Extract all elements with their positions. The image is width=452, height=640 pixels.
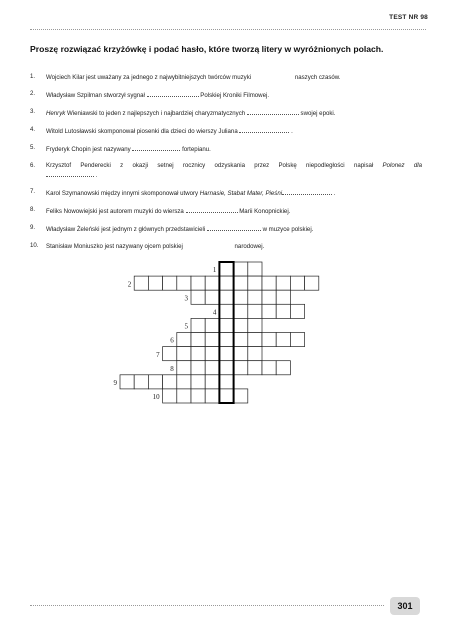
clue-number: 3	[184, 294, 188, 303]
question-list	[30, 73, 422, 251]
crossword-cell[interactable]	[248, 361, 262, 375]
question-4: 4. Witold Lutosławski skomponował piosenki dla dzieci do wierszy Juliana .	[30, 126, 293, 135]
clue-number: 2	[127, 280, 132, 289]
crossword-cell[interactable]	[262, 276, 276, 290]
top-dotted-rule	[30, 29, 426, 30]
crossword-cell[interactable]	[163, 389, 177, 403]
crossword-key-cell[interactable]	[219, 318, 233, 332]
crossword-cell[interactable]	[248, 347, 262, 361]
clue-number: 10	[152, 393, 160, 402]
test-label: TEST NR 98	[389, 14, 428, 21]
question-1: 1. Wojciech Kilar jest uważany za jednego z najwybitniejszych twórców muzyki naszych czasów.	[30, 73, 341, 81]
crossword-cell[interactable]	[262, 333, 276, 347]
crossword-cell[interactable]	[276, 276, 290, 290]
crossword-key-cell[interactable]	[219, 290, 233, 304]
crossword-cell[interactable]	[177, 333, 191, 347]
crossword-cell[interactable]	[205, 375, 219, 389]
crossword-cell[interactable]	[205, 276, 219, 290]
crossword-key-cell[interactable]	[219, 375, 233, 389]
crossword-key-cell[interactable]	[219, 262, 233, 276]
crossword-cell[interactable]	[163, 375, 177, 389]
crossword-cell[interactable]	[234, 347, 248, 361]
crossword-key-cell[interactable]	[219, 361, 233, 375]
crossword-cell[interactable]	[177, 375, 191, 389]
clue-number: 6	[170, 336, 174, 345]
crossword-cell[interactable]	[163, 276, 177, 290]
crossword-cell[interactable]	[148, 276, 162, 290]
crossword-key-cell[interactable]	[219, 304, 233, 318]
clue-number: 1	[212, 266, 217, 275]
question-9: 9. Władysław Żeleński jest jednym z głównych przedstawicieli w muzyce polskiej.	[30, 224, 314, 233]
crossword-cell[interactable]	[205, 361, 219, 375]
crossword-cell[interactable]	[148, 375, 162, 389]
task-title: Proszę rozwiązać krzyżówkę i podać hasło, które tworzą litery w wyróżnionych polach.	[30, 44, 384, 54]
question-6: 6. Krzysztof Penderecki z okazji setnej rocznicy odzyskania przez Polskę niepodległości napisał Polonez dla .	[30, 162, 422, 179]
crossword-cell[interactable]	[191, 375, 205, 389]
crossword-cell[interactable]	[276, 361, 290, 375]
question-8: 8. Feliks Nowowiejski jest autorem muzyki do wiersza Marii Konopnickiej.	[30, 206, 291, 215]
crossword-cell[interactable]	[248, 290, 262, 304]
crossword-cell[interactable]	[205, 389, 219, 403]
crossword-cell[interactable]	[234, 276, 248, 290]
crossword-key-cell[interactable]	[219, 347, 233, 361]
crossword-cell[interactable]	[177, 347, 191, 361]
question-3: 3. Henryk Wieniawski to jeden z najlepszych i najbardziej charyzmatycznych swojej epoki.	[30, 108, 336, 117]
crossword-cell[interactable]	[205, 290, 219, 304]
crossword-cell[interactable]	[205, 333, 219, 347]
crossword-cell[interactable]	[248, 276, 262, 290]
crossword-cell[interactable]	[234, 389, 248, 403]
crossword-cell[interactable]	[305, 276, 319, 290]
question-7: 7. Karol Szymanowski między innymi skomponował utwory Harnasie, Stabat Mater, Pieśni .	[30, 188, 336, 197]
clue-number: 5	[184, 322, 188, 331]
crossword-cell[interactable]	[290, 304, 304, 318]
crossword-cell[interactable]	[290, 333, 304, 347]
crossword-cell[interactable]	[177, 389, 191, 403]
clue-number: 8	[170, 364, 174, 373]
clue-number: 9	[113, 378, 117, 387]
crossword-cell[interactable]	[234, 361, 248, 375]
crossword-cell[interactable]	[248, 262, 262, 276]
crossword-cell[interactable]	[248, 318, 262, 332]
crossword-cell[interactable]	[177, 361, 191, 375]
crossword-cell[interactable]	[191, 361, 205, 375]
crossword-cell[interactable]	[248, 304, 262, 318]
crossword-cell[interactable]	[234, 262, 248, 276]
crossword-cell[interactable]	[248, 333, 262, 347]
crossword-cell[interactable]	[276, 333, 290, 347]
question-2: 2. Władysław Szpilman stworzył sygnał Polskiej Kroniki Filmowej.	[30, 90, 270, 99]
crossword-cell[interactable]	[262, 304, 276, 318]
crossword-cell[interactable]	[276, 304, 290, 318]
crossword-cell[interactable]	[205, 347, 219, 361]
question-10: 10. Stanisław Moniuszko jest nazywany ojcem polskiej narodowej.	[30, 242, 265, 250]
crossword-cell[interactable]	[191, 290, 205, 304]
clue-number: 7	[156, 350, 160, 359]
crossword-cell[interactable]	[276, 290, 290, 304]
crossword-cell[interactable]	[191, 318, 205, 332]
crossword-cell[interactable]	[134, 276, 148, 290]
crossword-cell[interactable]	[134, 375, 148, 389]
question-5: 5. Fryderyk Chopin jest nazywany fortepianu.	[30, 144, 211, 153]
bottom-dotted-rule	[30, 605, 384, 606]
crossword-cell[interactable]	[191, 276, 205, 290]
crossword-cell[interactable]	[234, 318, 248, 332]
page-number: 301	[390, 597, 420, 615]
crossword-cell[interactable]	[234, 333, 248, 347]
crossword-cell[interactable]	[234, 290, 248, 304]
crossword-key-cell[interactable]	[219, 389, 233, 403]
crossword-cell[interactable]	[262, 361, 276, 375]
crossword-key-cell[interactable]	[219, 333, 233, 347]
crossword-cell[interactable]	[120, 375, 134, 389]
crossword-cell[interactable]	[205, 318, 219, 332]
crossword-cell[interactable]	[191, 333, 205, 347]
crossword-cell[interactable]	[177, 276, 191, 290]
crossword-cell[interactable]	[191, 347, 205, 361]
crossword-cell[interactable]	[290, 276, 304, 290]
crossword-cell[interactable]	[191, 389, 205, 403]
crossword-cell[interactable]	[234, 304, 248, 318]
crossword-cell[interactable]	[163, 347, 177, 361]
password-column	[219, 262, 233, 403]
clue-number: 4	[212, 308, 217, 317]
crossword-key-cell[interactable]	[219, 276, 233, 290]
crossword-cell[interactable]	[262, 290, 276, 304]
